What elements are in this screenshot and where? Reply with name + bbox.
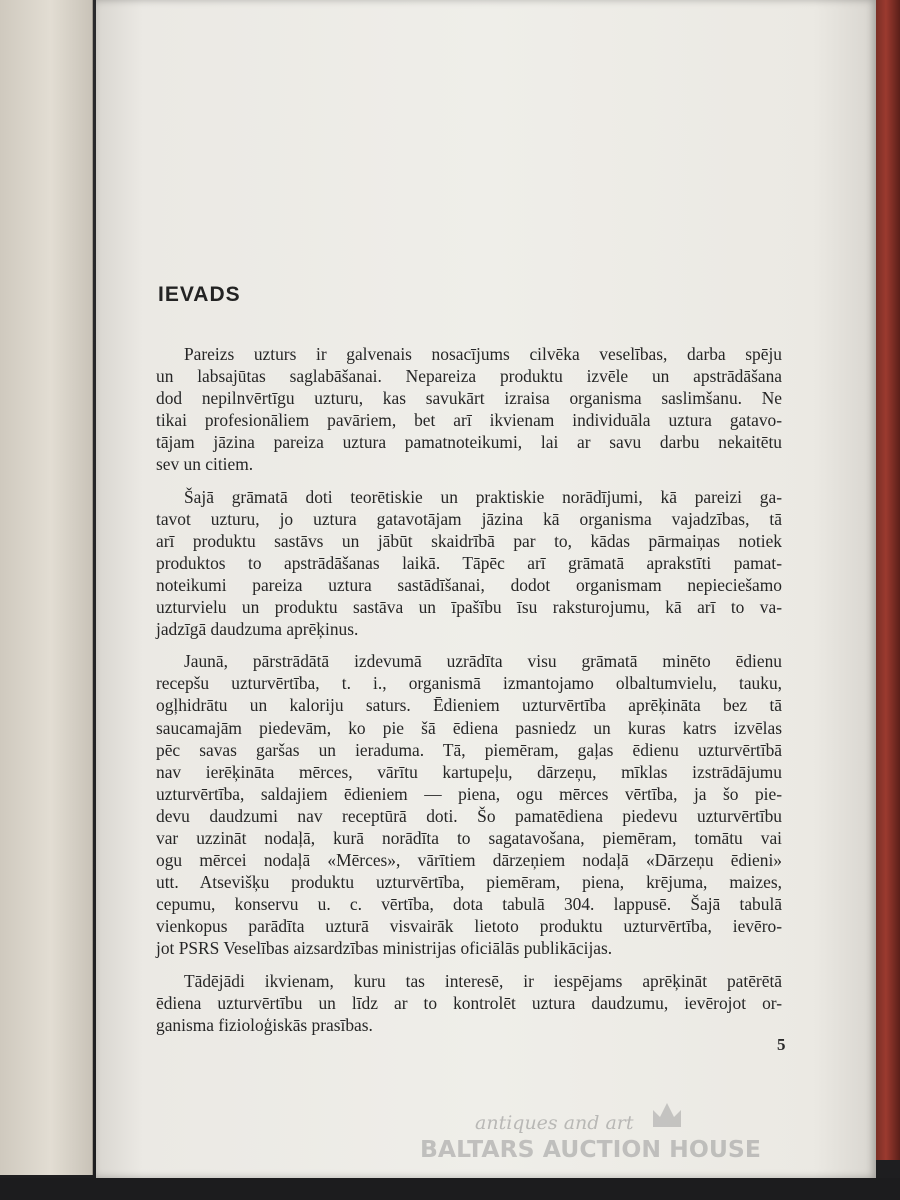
- text-line: uzturvielu un produktu sastāva un īpašību īsu raksturojumu, kā arī to va-: [156, 597, 782, 618]
- text-line: ogu mērcei nodaļā «Mērces», vārītiem dārzeņiem nodaļā «Dārzeņu ēdieni»: [156, 850, 782, 871]
- text-line: cepumu, konservu u. c. vērtība, dota tabulā 304. lappusē. Šajā tabulā: [156, 894, 782, 915]
- watermark: [420, 1102, 820, 1166]
- text-line: ganisma fizioloģiskās prasības.: [156, 1014, 373, 1035]
- paragraph: [156, 650, 782, 959]
- text-line: utt. Atsevišķu produktu uzturvērtība, piemēram, piena, krējuma, maizes,: [156, 872, 782, 893]
- text-line: vienkopus parādīta uzturā visvairāk lietoto produktu uzturvērtība, ievēro-: [156, 916, 782, 937]
- text-line: tikai profesionāliem pavāriem, bet arī ikvienam individuāla uztura gatavo-: [156, 410, 782, 431]
- book-cover-edge: [872, 0, 900, 1160]
- text-line: devu daudzumi nav receptūrā doti. Šo pamatēdiena piedevu uzturvērtību: [156, 805, 782, 826]
- paragraph: [156, 343, 782, 476]
- text-line: Pareizs uzturs ir galvenais nosacījums cilvēka veselības, darba spēju: [184, 344, 782, 364]
- bottom-shadow: [0, 1178, 900, 1200]
- body-text: [156, 343, 782, 1046]
- crown-icon: [650, 1100, 684, 1130]
- text-line: ēdiena uzturvērtību un līdz ar to kontrolēt uztura daudzumu, ievērojot or-: [156, 992, 782, 1013]
- text-line: sev un citiem.: [156, 454, 254, 475]
- text-line: produktos to apstrādāšanas laikā. Tāpēc arī grāmatā aprakstīti pamat-: [156, 552, 782, 573]
- text-line: tavot uzturu, jo uztura gatavotājam jāzina kā organisma vajadzības, tā: [156, 508, 782, 529]
- text-line: arī produktu sastāvs un jābūt skaidrībā par to, kādas pārmaiņas notiek: [156, 530, 782, 551]
- text-line: ogļhidrātu un kaloriju saturs. Ēdieniem uzturvērtība aprēķināta bez tā: [156, 695, 782, 716]
- text-line: saucamajām piedevām, ko pie šā ēdiena pasniedz un kuras katrs izvēlas: [156, 717, 782, 738]
- text-line: tājam jāzina pareiza uztura pamatnoteikumi, lai ar savu darbu nekaitētu: [156, 432, 782, 453]
- text-line: jadzīgā daudzuma aprēķinus.: [156, 619, 359, 640]
- watermark-subtitle: antiques and art: [475, 1112, 634, 1134]
- text-line: Šajā grāmatā doti teorētiskie un praktiskie norādījumi, kā pareizi ga-: [184, 486, 782, 507]
- text-line: recepšu uzturvērtība, t. i., organismā izmantojamo olbaltumvielu, tauku,: [156, 673, 782, 694]
- watermark-name: BALTARS AUCTION HOUSE: [420, 1135, 761, 1163]
- text-line: nav ierēķināta mērces, vārītu kartupeļu, dārzeņu, mīklas izstrādājumu: [156, 761, 782, 782]
- text-line: Tādējādi ikvienam, kuru tas interesē, ir iespējams aprēķināt patērētā: [184, 970, 782, 991]
- page-number: 5: [777, 1035, 786, 1054]
- text-line: dod nepilnvērtīgu uzturu, kas savukārt izraisa organisma saslimšanu. Ne: [156, 388, 782, 409]
- text-line: un labsajūtas saglabāšanai. Nepareiza produktu izvēle un apstrādāšana: [156, 366, 782, 387]
- text-line: uzturvērtība, saldajiem ēdieniem — piena, ogu mērces vērtība, ja šo pie-: [156, 783, 782, 804]
- text-line: var uzzināt nodaļā, kurā norādīta to sagatavošana, piemēram, tomātu vai: [156, 827, 782, 848]
- chapter-title: IEVADS: [158, 283, 241, 306]
- left-page-edge: [0, 0, 93, 1175]
- text-line: Jaunā, pārstrādātā izdevumā uzrādīta visu grāmatā minēto ēdienu: [184, 651, 782, 672]
- paragraph: [156, 486, 782, 641]
- book-page: [96, 0, 876, 1178]
- paragraph: [156, 970, 782, 1036]
- text-line: noteikumi pareiza uztura sastādīšanai, dodot organismam nepieciešamo: [156, 574, 782, 595]
- text-line: jot PSRS Veselības aizsardzības ministrijas oficiālās publikācijas.: [156, 938, 613, 959]
- text-line: pēc savas garšas un ieraduma. Tā, piemēram, gaļas ēdienu uzturvērtībā: [156, 739, 782, 760]
